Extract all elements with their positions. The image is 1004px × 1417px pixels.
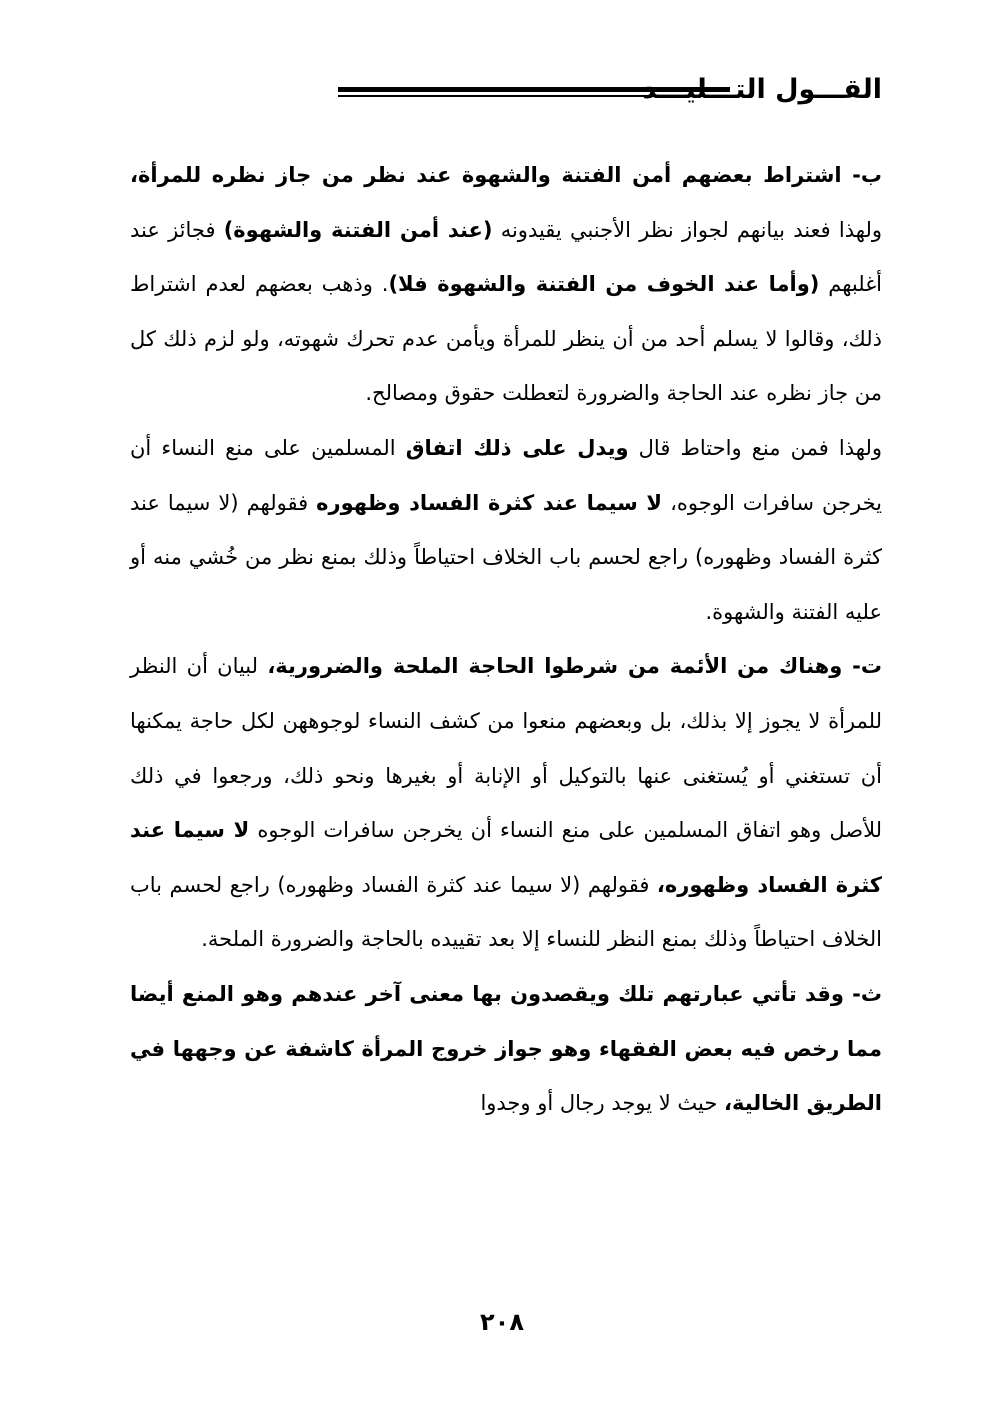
running-header xyxy=(130,68,882,108)
text-segment: ولهذا فمن منع واحتاط قال xyxy=(628,435,882,460)
text-segment: ويدل على ذلك اتفاق xyxy=(405,435,629,460)
text-segment: لا سيما عند كثرة الفساد وظهوره xyxy=(316,490,663,515)
text-segment: ب- اشتراط بعضهم أمن الفتنة والشهوة عند نظر من جاز نظره للمرأة، xyxy=(130,163,882,187)
text-segment: لبيان أن النظر للمرأة لا يجوز إلا بذلك، بل وبعضهم منعوا من كشف النساء لوجوههن لكل حاجة يمكنها أن تستغني أو يُستغنى عنها بالتوكيل أو الإنابة أو بغيرها ونحو ذلك، ورجعوا في ذلك للأصل وهو اتفاق المسلمين على منع النساء أن يخرجن سافرات الوجوه xyxy=(130,654,882,843)
text-segment: فقولهم (لا سيما عند كثرة الفساد وظهوره) راجع لحسم باب الخلاف احتياطاً وذلك بمنع النظر للنساء إلا بعد تقييده بالحاجة والضرورة الملحة. xyxy=(130,872,882,952)
page-number: ٢٠٨ xyxy=(480,1308,524,1336)
paragraph-ba xyxy=(130,148,882,421)
paragraph-ta xyxy=(130,639,882,967)
text-segment: ت- وهناك من الأئمة من شرطوا الحاجة الملحة والضرورية، xyxy=(267,654,883,679)
text-segment: فجائز عند أغلبهم xyxy=(130,217,883,297)
text-segment: ث- وقد تأتي عبارتهم تلك ويقصدون بها معنى آخر عندهم وهو المنع أيضا مما رخص فيه بعض الفقهاء وهو جواز خروج المرأة كاشفة عن وجهها في الطريق الخالية، xyxy=(130,981,882,1116)
text-segment: لا سيما عند كثرة الفساد وظهوره، xyxy=(130,818,882,897)
paragraph-tha xyxy=(130,967,882,1131)
text-segment: ولهذا فعند بيانهم لجواز نظر الأجنبي يقيدونه xyxy=(492,217,882,242)
page-body xyxy=(130,148,882,1131)
text-segment: حيث لا يوجد رجال أو وجدوا xyxy=(480,1091,724,1116)
text-segment: المسلمين على منع النساء أن يخرجن سافرات الوجوه، xyxy=(130,435,882,515)
book-title: القـــول التـــليـــد xyxy=(642,74,882,105)
text-segment: (وأما عند الخوف من الفتنة والشهوة فلا) xyxy=(388,272,820,297)
text-segment: (عند أمن الفتنة والشهوة) xyxy=(223,217,493,242)
text-segment: فقولهم (لا سيما عند كثرة الفساد وظهوره) راجع لحسم باب الخلاف احتياطاً وذلك بمنع نظر من خُشي منه أو عليه الفتنة والشهوة. xyxy=(130,490,882,624)
paragraph-wa-lihadha xyxy=(130,421,882,639)
text-segment: . وذهب بعضهم لعدم اشتراط ذلك، وقالوا لا يسلم أحد من أن ينظر للمرأة ويأمن عدم تحرك شهوته، ولو لزم ذلك كل من جاز نظره عند الحاجة والضرورة لتعطلت حقوق ومصالح. xyxy=(130,272,882,406)
